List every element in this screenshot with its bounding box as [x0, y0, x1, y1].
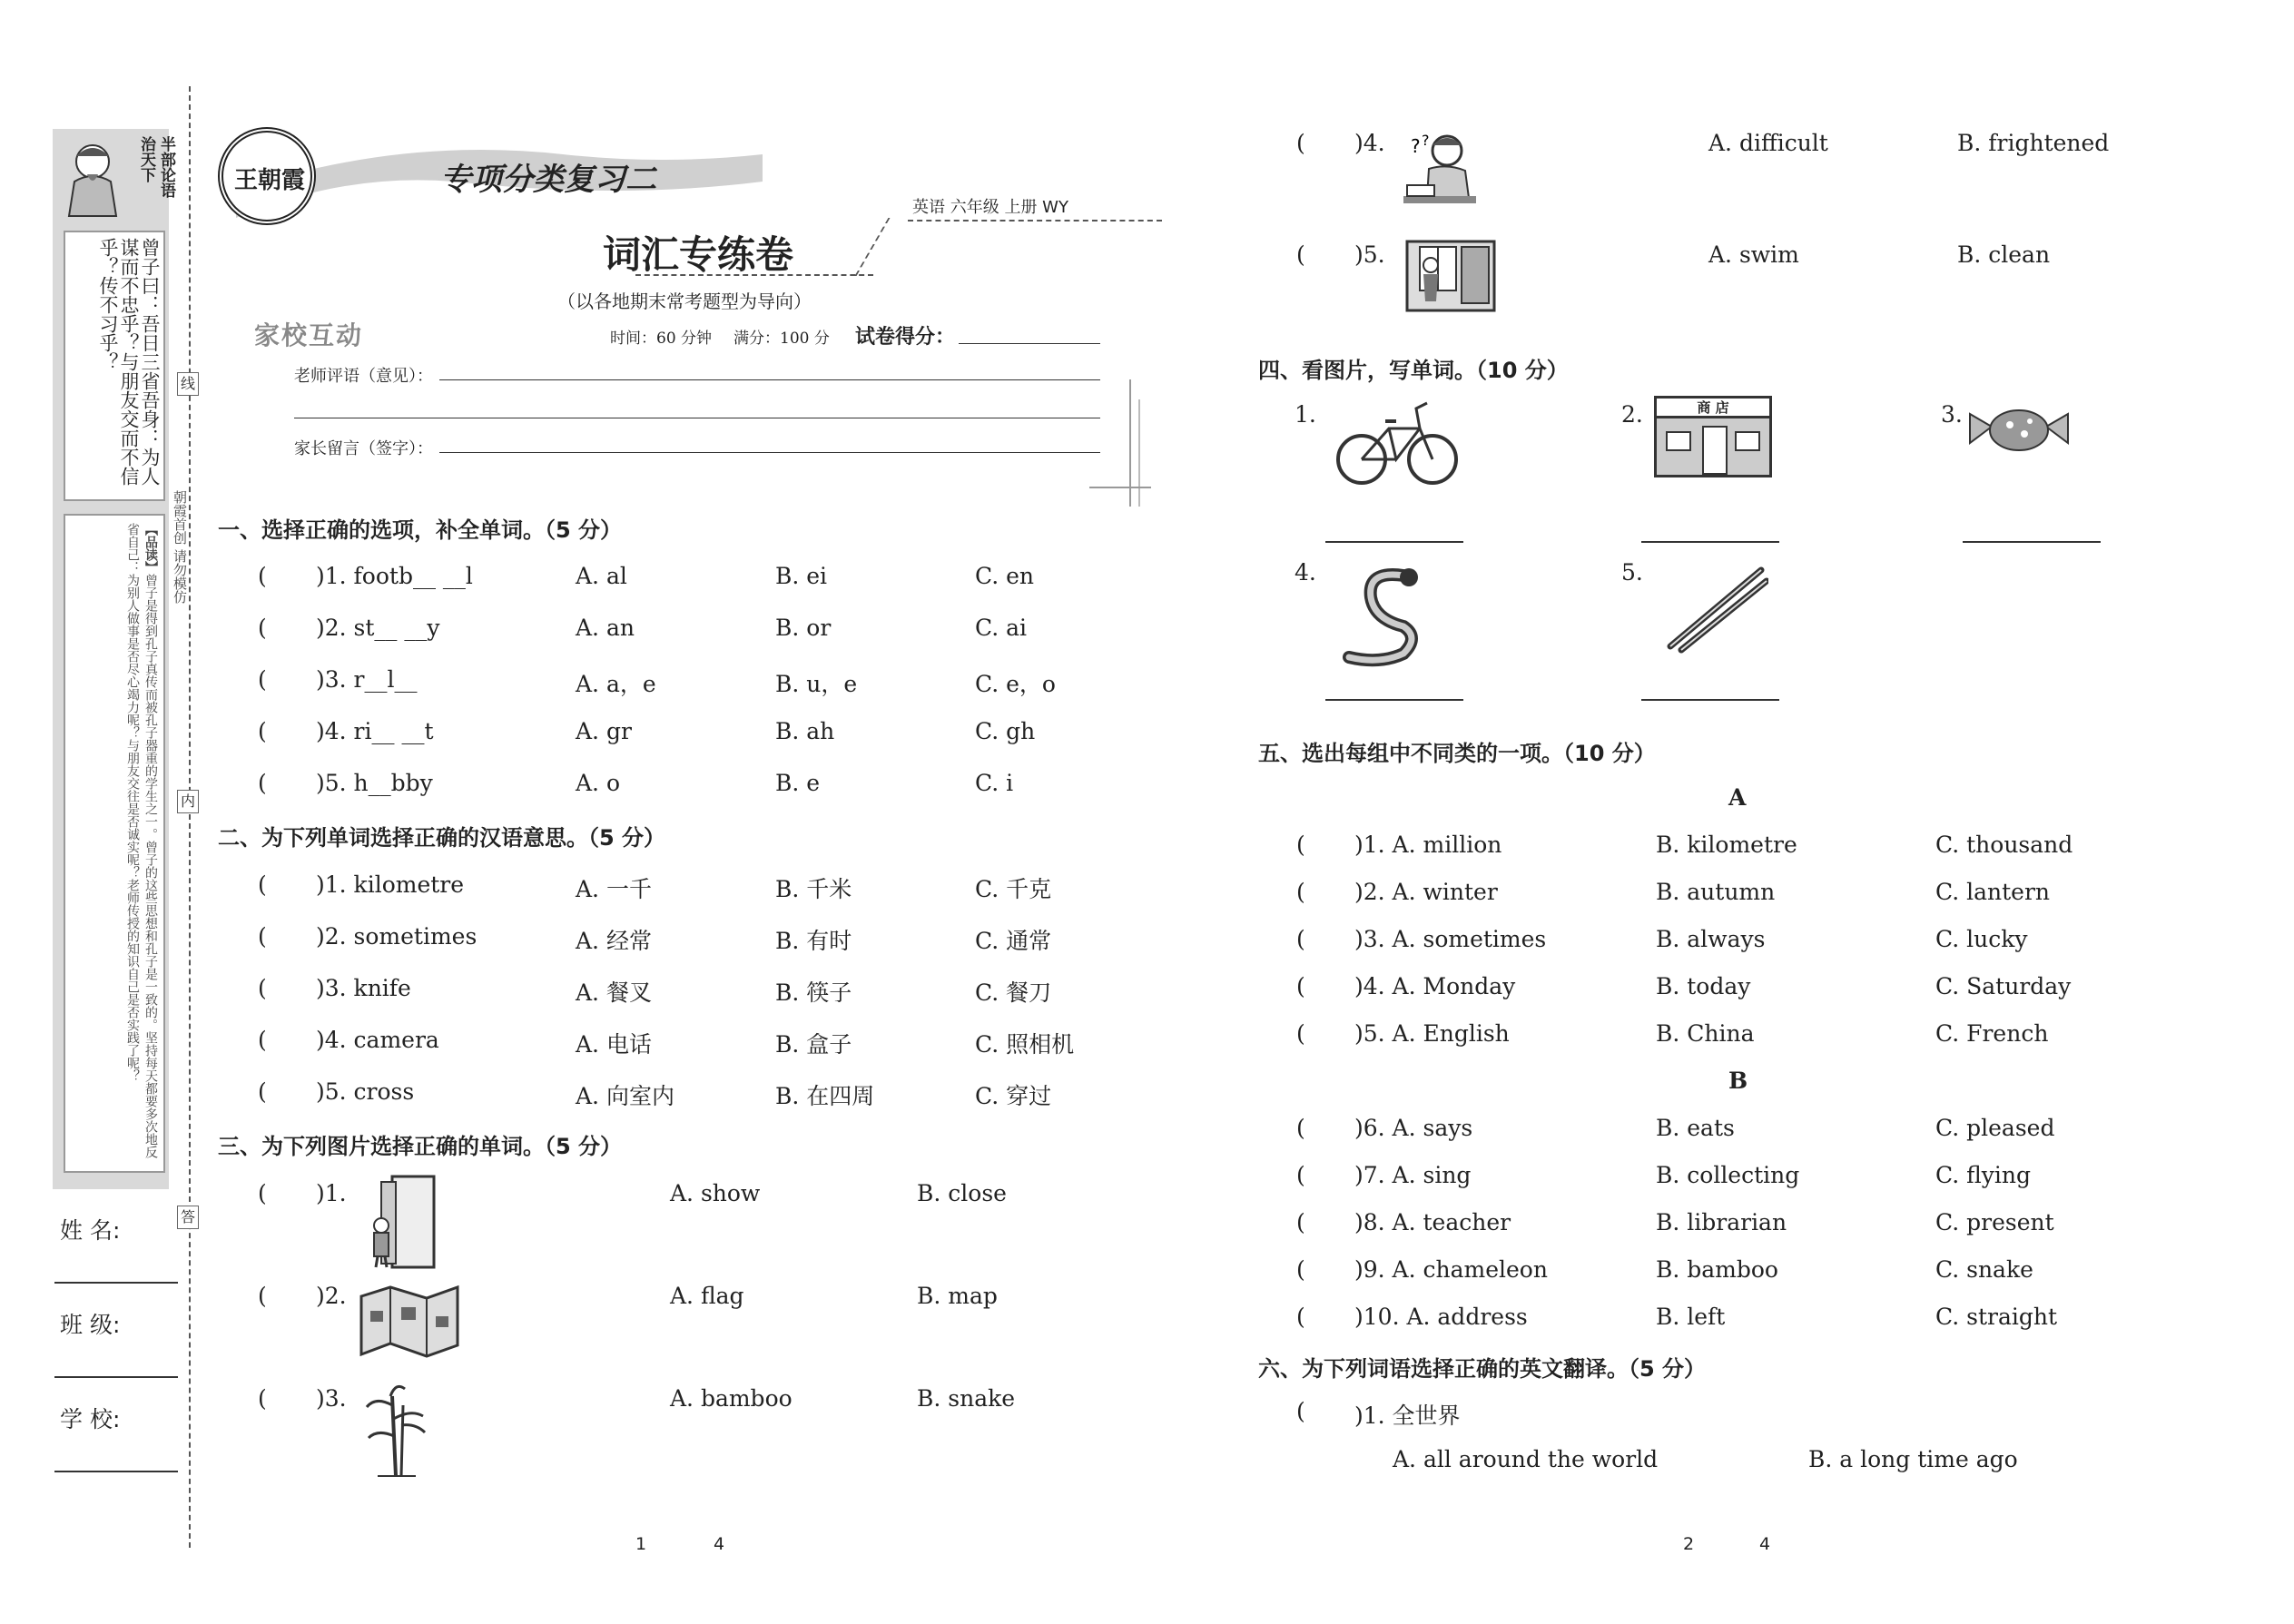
s5-paren-7[interactable]: ( — [1296, 1162, 1305, 1188]
s3-option-b-5[interactable]: B. clean — [1957, 241, 2051, 268]
shop-door — [1702, 426, 1728, 475]
s2-paren-2[interactable]: ( — [258, 923, 267, 950]
s3-option-a-3[interactable]: A. bamboo — [670, 1385, 793, 1412]
s5-paren-10[interactable]: ( — [1296, 1304, 1305, 1330]
s1-option-b-5[interactable]: B. e — [775, 770, 821, 796]
s4-answer-1[interactable] — [1325, 541, 1463, 543]
s2-option-b-1[interactable]: B. 千米 — [775, 876, 852, 902]
s2-question-2: )2. sometimes — [316, 923, 478, 950]
school-label: 学 校: — [60, 1406, 121, 1432]
s2-paren-4[interactable]: ( — [258, 1027, 267, 1053]
s3-option-b-1[interactable]: B. close — [917, 1180, 1007, 1206]
confucius-portrait — [56, 134, 129, 218]
s1-option-a-2[interactable]: A. an — [576, 615, 635, 641]
chopsticks-picture — [1661, 565, 1768, 654]
page-number-right: 2 — [1683, 1534, 1695, 1554]
s2-paren-3[interactable]: ( — [258, 975, 267, 1001]
section5-title: 五、选出每组中不同类的一项。（10 分） — [1258, 741, 1656, 766]
s5-option-c-3[interactable]: C. lucky — [1935, 926, 2028, 952]
s5-option-c-7[interactable]: C. flying — [1935, 1162, 2032, 1188]
s5-option-c-9[interactable]: C. snake — [1935, 1256, 2033, 1283]
s6-option-a-1[interactable]: A. all around the world — [1393, 1446, 1659, 1472]
s1-option-b-3[interactable]: B. u，e — [775, 671, 858, 697]
s3-option-b-4[interactable]: B. frightened — [1957, 130, 2110, 156]
s4-answer-2[interactable] — [1641, 541, 1779, 543]
s4-num-5: 5. — [1621, 559, 1643, 586]
section1-title: 一、选择正确的选项，补全单词。（5 分） — [218, 517, 623, 543]
meta-rule-diagonal — [855, 218, 934, 276]
svg-text:?: ? — [1411, 135, 1421, 157]
s6-question-1: )1. 全世界 — [1354, 1403, 1461, 1429]
s1-question-4: )4. ri__ __t — [316, 718, 434, 744]
s5-option-b-8[interactable]: B. librarian — [1656, 1209, 1787, 1235]
thinking-boy-picture — [1398, 125, 1480, 220]
meta-rule — [908, 220, 1162, 221]
section6-title: 六、为下列词语选择正确的英文翻译。（5 分） — [1258, 1356, 1707, 1382]
group-a-label: A — [1728, 784, 1747, 811]
section3-title: 三、为下列图片选择正确的单词。（5 分） — [218, 1134, 623, 1159]
s5-option-b-3[interactable]: B. always — [1656, 926, 1766, 952]
s2-option-c-1[interactable]: C. 千克 — [975, 876, 1052, 902]
teacher-comment-field[interactable] — [439, 379, 1100, 380]
snake-picture — [1331, 563, 1425, 668]
door-picture — [356, 1173, 447, 1271]
s1-paren-3[interactable]: ( — [258, 666, 267, 693]
name-field[interactable] — [54, 1282, 178, 1284]
s3-option-a-2[interactable]: A. flag — [670, 1283, 744, 1309]
s5-option-c-2[interactable]: C. lantern — [1935, 879, 2051, 905]
s5-question-3: )3. A. sometimes — [1354, 926, 1547, 952]
s5-question-10: )10. A. address — [1354, 1304, 1528, 1330]
page-subtitle: （以各地期末常考题型为导向） — [557, 290, 812, 312]
s5-paren-8[interactable]: ( — [1296, 1209, 1305, 1235]
s5-option-b-5[interactable]: B. China — [1656, 1020, 1755, 1047]
s3-question-5: )5. — [1354, 241, 1385, 268]
copyright-note: 朝霞首创 请勿模仿 — [172, 490, 188, 604]
s5-option-b-10[interactable]: B. left — [1656, 1304, 1726, 1330]
s5-paren-5[interactable]: ( — [1296, 1020, 1305, 1047]
s2-paren-1[interactable]: ( — [258, 871, 267, 898]
s3-question-3: )3. — [316, 1385, 347, 1412]
s4-answer-3[interactable] — [1963, 541, 2101, 543]
s5-option-b-2[interactable]: B. autumn — [1656, 879, 1776, 905]
shop-sign: 商 店 — [1657, 399, 1769, 418]
s2-option-c-5[interactable]: C. 穿过 — [975, 1083, 1052, 1109]
s2-paren-5[interactable]: ( — [258, 1078, 267, 1105]
reading-text: 【品读】曾子是得到孔子真传而被孔子器重的学生之一。曾子的这些思想和孔子是一致的。坚持每天都要多次地反省自己：为别人做事是否尽心竭力呢？与朋友交往是否诚实呢？老师传授的知识自己是否实践了呢？ — [125, 523, 158, 1158]
s6-option-b-1[interactable]: B. a long time ago — [1808, 1446, 2018, 1472]
section4-title: 四、看图片，写单词。（10 分） — [1258, 358, 1569, 383]
s5-paren-9[interactable]: ( — [1296, 1256, 1305, 1283]
s1-option-b-1[interactable]: B. ei — [775, 563, 828, 589]
s1-question-5: )5. h__bby — [316, 770, 433, 796]
series-title: 专项分类复习二 — [440, 162, 656, 198]
s1-question-1: )1. footb__ __l — [316, 563, 473, 589]
group-b-label: B — [1728, 1068, 1748, 1094]
s5-option-c-1[interactable]: C. thousand — [1935, 832, 2073, 858]
s4-num-4: 4. — [1295, 559, 1316, 586]
s1-option-c-3[interactable]: C. e，o — [975, 671, 1056, 697]
s5-paren-2[interactable]: ( — [1296, 879, 1305, 905]
s2-option-a-5[interactable]: A. 向室内 — [576, 1083, 674, 1109]
name-label: 姓 名: — [60, 1217, 121, 1244]
shop-picture — [1654, 396, 1772, 477]
s5-question-8: )8. A. teacher — [1354, 1209, 1511, 1235]
bamboo-picture — [359, 1378, 432, 1480]
header-frame-right-2 — [1138, 399, 1140, 507]
page-number-left: 1 — [635, 1534, 647, 1554]
s2-question-5: )5. cross — [316, 1078, 415, 1105]
s1-option-c-4[interactable]: C. gh — [975, 718, 1036, 744]
s2-question-1: )1. kilometre — [316, 871, 465, 898]
s5-question-6: )6. A. says — [1354, 1115, 1473, 1141]
s1-option-c-1[interactable]: C. en — [975, 563, 1035, 589]
s3-question-1: )1. — [316, 1180, 347, 1206]
s3-option-b-2[interactable]: B. map — [917, 1283, 998, 1309]
s3-paren-1[interactable]: ( — [258, 1180, 267, 1206]
s5-option-b-1[interactable]: B. kilometre — [1656, 832, 1797, 858]
s3-option-a-4[interactable]: A. difficult — [1708, 130, 1828, 156]
s5-option-b-6[interactable]: B. eats — [1656, 1115, 1735, 1141]
candy-picture — [1966, 403, 2072, 459]
s2-option-a-3[interactable]: A. 餐叉 — [576, 979, 652, 1006]
cut-line — [189, 86, 191, 1548]
s5-question-2: )2. A. winter — [1354, 879, 1498, 905]
confucius-quote: 曾子曰：吾日三省吾身：为人谋而不忠乎？与朋友交而不信乎？传不习乎？ — [97, 238, 161, 486]
s4-answer-5[interactable] — [1641, 699, 1779, 701]
s3-option-b-3[interactable]: B. snake — [917, 1385, 1016, 1412]
map-picture — [356, 1280, 463, 1362]
bicycle-picture — [1333, 392, 1462, 492]
s3-paren-3[interactable]: ( — [258, 1385, 267, 1412]
s5-question-7: )7. A. sing — [1354, 1162, 1472, 1188]
s5-question-5: )5. A. English — [1354, 1020, 1510, 1047]
s1-option-a-1[interactable]: A. al — [576, 563, 627, 589]
page-title: 词汇专练卷 — [603, 232, 794, 277]
s5-option-c-8[interactable]: C. present — [1935, 1209, 2054, 1235]
s3-question-4: )4. — [1354, 130, 1385, 156]
logo-text: 王朝霞 — [234, 167, 306, 194]
s5-option-b-7[interactable]: B. collecting — [1656, 1162, 1800, 1188]
s1-option-a-4[interactable]: A. gr — [576, 718, 632, 744]
s2-option-b-3[interactable]: B. 筷子 — [775, 979, 852, 1006]
s4-answer-4[interactable] — [1325, 699, 1463, 701]
score-field[interactable] — [959, 343, 1100, 344]
s5-option-c-6[interactable]: C. pleased — [1935, 1115, 2055, 1141]
s5-paren-1[interactable]: ( — [1296, 832, 1305, 858]
s1-option-a-3[interactable]: A. a，e — [576, 671, 656, 697]
page-total-right: 4 — [1759, 1534, 1771, 1554]
s5-option-b-4[interactable]: B. today — [1656, 973, 1751, 999]
s1-paren-2[interactable]: ( — [258, 615, 267, 641]
motto-title: 半部论语 治天下 — [137, 136, 175, 198]
section2-title: 二、为下列单词选择正确的汉语意思。（5 分） — [218, 825, 666, 851]
time-text: 时间：60 分钟 — [610, 330, 713, 348]
home-school-badge: 家校互动 — [254, 320, 364, 350]
s5-option-c-5[interactable]: C. French — [1935, 1020, 2049, 1047]
s6-paren-1[interactable]: ( — [1296, 1398, 1305, 1424]
s3-paren-4[interactable]: ( — [1296, 130, 1305, 156]
cut-mark-da: 答 — [177, 1206, 199, 1229]
header-frame-bottom — [1089, 487, 1151, 488]
s5-question-4: )4. A. Monday — [1354, 973, 1516, 999]
parent-note-field[interactable] — [439, 452, 1100, 453]
class-field[interactable] — [54, 1376, 178, 1378]
s1-option-b-2[interactable]: B. or — [775, 615, 832, 641]
s1-question-2: )2. st__ __y — [316, 615, 440, 641]
s5-question-1: )1. A. million — [1354, 832, 1502, 858]
s2-option-a-1[interactable]: A. 一千 — [576, 876, 652, 902]
shop-window-left — [1666, 431, 1691, 451]
s3-option-a-1[interactable]: A. show — [670, 1180, 761, 1206]
s2-question-4: )4. camera — [316, 1027, 439, 1053]
parent-note-label: 家长留言（签字）： — [294, 439, 433, 458]
cleaning-window-picture — [1403, 238, 1498, 316]
s1-option-b-4[interactable]: B. ah — [775, 718, 835, 744]
shop-window-right — [1735, 431, 1760, 451]
s5-option-b-9[interactable]: B. bamboo — [1656, 1256, 1778, 1283]
score-label: 试卷得分： — [855, 326, 956, 349]
class-label: 班 级: — [60, 1312, 121, 1338]
s5-option-c-10[interactable]: C. straight — [1935, 1304, 2058, 1330]
s1-paren-5[interactable]: ( — [258, 770, 267, 796]
s3-question-2: )2. — [316, 1283, 347, 1309]
s5-paren-6[interactable]: ( — [1296, 1115, 1305, 1141]
s1-option-a-5[interactable]: A. o — [576, 770, 620, 796]
s2-option-a-4[interactable]: A. 电话 — [576, 1031, 652, 1058]
s1-option-c-2[interactable]: C. ai — [975, 615, 1028, 641]
teacher-comment-label: 老师评语（意见）： — [294, 367, 433, 386]
s2-option-a-2[interactable]: A. 经常 — [576, 928, 652, 954]
s2-question-3: )3. knife — [316, 975, 411, 1001]
s3-paren-2[interactable]: ( — [258, 1283, 267, 1309]
s2-option-b-4[interactable]: B. 盒子 — [775, 1031, 852, 1058]
s2-option-c-2[interactable]: C. 通常 — [975, 928, 1052, 954]
book-meta: 英语 六年级 上册 WY — [912, 198, 1068, 217]
svg-text:?: ? — [1422, 132, 1430, 149]
s1-paren-4[interactable]: ( — [258, 718, 267, 744]
s4-num-3: 3. — [1941, 401, 1963, 428]
full-score-text: 满分：100 分 — [733, 330, 830, 348]
page-total-left: 4 — [714, 1534, 725, 1554]
s4-num-2: 2. — [1621, 401, 1643, 428]
s5-paren-3[interactable]: ( — [1296, 926, 1305, 952]
s1-paren-1[interactable]: ( — [258, 563, 267, 589]
s1-question-3: )3. r__l__ — [316, 666, 418, 693]
s5-paren-4[interactable]: ( — [1296, 973, 1305, 999]
s2-option-c-4[interactable]: C. 照相机 — [975, 1031, 1075, 1058]
s2-option-b-5[interactable]: B. 在四周 — [775, 1083, 875, 1109]
s5-question-9: )9. A. chameleon — [1354, 1256, 1548, 1283]
s3-paren-5[interactable]: ( — [1296, 241, 1305, 268]
cut-mark-nei: 内 — [177, 790, 199, 813]
s3-option-a-5[interactable]: A. swim — [1708, 241, 1799, 268]
school-field[interactable] — [54, 1471, 178, 1472]
s1-option-c-5[interactable]: C. i — [975, 770, 1014, 796]
s5-option-c-4[interactable]: C. Saturday — [1935, 973, 2072, 999]
s2-option-c-3[interactable]: C. 餐刀 — [975, 979, 1052, 1006]
s4-num-1: 1. — [1295, 401, 1316, 428]
s2-option-b-2[interactable]: B. 有时 — [775, 928, 852, 954]
cut-mark-xian: 线 — [177, 372, 199, 396]
